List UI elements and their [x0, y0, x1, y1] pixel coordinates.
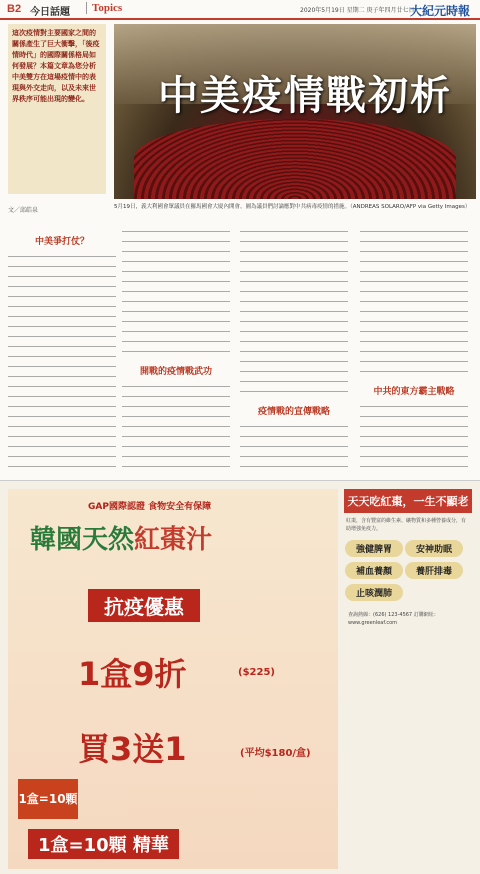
article-column-4: [360, 228, 468, 473]
article-column-1: [8, 228, 116, 475]
ad-main-panel: [8, 489, 338, 869]
subhead-3: 疫情戰的宣傳戰略: [257, 407, 330, 417]
subhead-2: 開戰的疫情戰武功: [139, 367, 212, 377]
jujube-juice-advertisement: [0, 480, 480, 874]
ad-title-part-2: 紅棗汁: [134, 525, 213, 555]
section-title: 今日話題: [30, 7, 70, 18]
ad-price-single: ($225): [238, 667, 275, 678]
parliament-seats: [134, 119, 456, 199]
ad-side-headline: 天天吃紅棗，一生不顯老: [344, 489, 472, 513]
ad-benefit-pill: 強健脾胃: [345, 540, 403, 557]
article-text-block: [360, 228, 468, 378]
article-text-block: [122, 228, 230, 358]
ad-side-note: 紅棗，含有豐富的維生素、礦物質和多種營養成分，有助增強免疫力。: [346, 518, 467, 532]
article-text-block: [240, 423, 348, 473]
photo-caption: 5月19日，義大利國會眾議員在羅馬國會大廈內開會。圖為議員們討論應對中共病毒疫情的措施。（ANDREAS SOLARO/AFP via Getty Images）: [114, 204, 471, 210]
ad-benefit-list: [344, 537, 472, 603]
ad-offer-single: 1盒9折: [78, 655, 187, 693]
subhead-1: 中美爭打仗？: [34, 237, 89, 247]
article-text-block: [360, 403, 468, 473]
lead-summary-box: [8, 24, 106, 194]
ad-title-part-1: 韓國天然: [30, 525, 135, 555]
subhead-4: 中共的東方霸主戰略: [373, 387, 455, 397]
ad-benefit-pill: 止咳潤肺: [345, 584, 403, 601]
issue-date: 2020年5月19日 星期二 庚子年四月廿七日: [300, 7, 415, 14]
page-number: B2: [7, 3, 22, 15]
byline: 文／邱皓泉: [8, 207, 39, 214]
article-column-3: [240, 228, 348, 473]
ad-store-info: 查詢熱線：(626) 123-4567 訂購網址：www.greenleaf.com: [348, 612, 439, 626]
ad-benefit-pill: 補血養顏: [345, 562, 403, 579]
ad-promo-banner: 抗疫優惠: [88, 589, 200, 622]
ad-product-box: 1盒=10顆: [18, 779, 78, 819]
ad-price-bundle: (平均$180/盒): [240, 748, 311, 759]
ad-benefit-pill: 安神助眠: [405, 540, 463, 557]
masthead-logo: 大紀元時報: [409, 4, 470, 18]
article-text-block: [240, 228, 348, 398]
article-text-block: [122, 383, 230, 473]
ad-slogan: GAP國際認證 食物安全有保障: [88, 502, 212, 512]
ad-side-panel: [344, 489, 472, 869]
lead-summary-text: 這次疫情對主要國家之間的關係產生了巨大衝擊，「後疫情時代」的國際關係格局如何發展？本篇文章為您分析中美雙方在這場疫情中的表現與外交走向，以及未來世界秩序可能出現的變化。: [12, 29, 100, 103]
page-header: [0, 0, 480, 20]
ad-offer-bundle: 買3送1: [78, 730, 187, 768]
article-text-block: [8, 253, 116, 475]
parliament-photo: [114, 24, 476, 199]
main-headline: 中美疫情戰初析: [158, 72, 452, 119]
topics-label: Topics: [86, 2, 122, 14]
article-column-2: [122, 228, 230, 473]
ad-bottom-banner: 1盒=10顆 精華: [28, 829, 179, 859]
ad-benefit-pill: 養肝排毒: [405, 562, 463, 579]
ad-title: [30, 519, 212, 556]
